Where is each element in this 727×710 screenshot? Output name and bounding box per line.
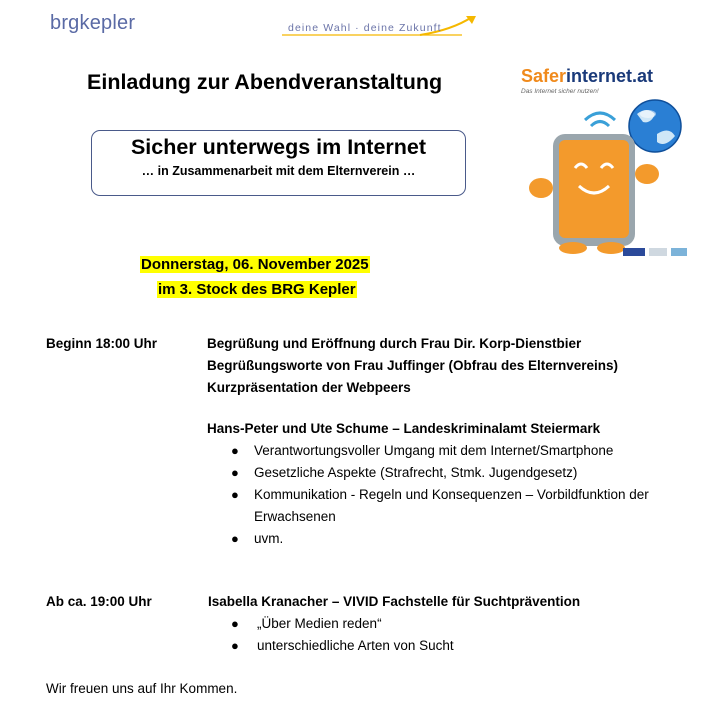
block1-time: Beginn 18:00 Uhr xyxy=(46,336,158,351)
tablet-mascot-illustration xyxy=(515,96,695,264)
block1-line: Begrüßungsworte von Frau Juffinger (Obfrau des Elternvereins) xyxy=(207,358,619,373)
block1-line: Kurzpräsentation der Webpeers xyxy=(207,380,411,395)
subtitle-heading: Sicher unterwegs im Internet xyxy=(130,135,427,159)
saferinternet-slogan: Das Internet sicher nutzen! xyxy=(521,88,599,95)
block2-time: Ab ca. 19:00 Uhr xyxy=(46,594,152,609)
list-item-continuation: Erwachsenen xyxy=(254,509,336,524)
list-item: „Über Medien reden“ xyxy=(257,616,382,631)
list-item: Gesetzliche Aspekte (Strafrecht, Stmk. Jugendgesetz) xyxy=(254,465,578,480)
block1-line: Begrüßung und Eröffnung durch Frau Dir. Korp-Dienstbier xyxy=(207,336,582,351)
list-item: unterschiedliche Arten von Sucht xyxy=(257,638,454,653)
subtitle-subline: … in Zusammenarbeit mit dem Elternverein … xyxy=(141,164,416,178)
closing-text: Wir freuen uns auf Ihr Kommen. xyxy=(46,681,238,696)
tagline: deine Wahl · deine Zukunft xyxy=(288,22,442,34)
saferinternet-logo: Saferinternet.at xyxy=(521,66,654,86)
list-item: Kommunikation - Regeln und Konsequenzen – Vorbildfunktion der xyxy=(254,487,649,502)
block2-speaker: Isabella Kranacher – VIVID Fachstelle für Suchtprävention xyxy=(208,594,581,609)
bullet-dot: ● xyxy=(231,616,239,631)
page-title: Einladung zur Abendveranstaltung xyxy=(87,70,443,94)
block1-speaker: Hans-Peter und Ute Schume – Landeskriminalamt Steiermark xyxy=(207,421,601,436)
brgkepler-logo: brgkepler xyxy=(50,12,136,34)
list-item: Verantwortungsvoller Umgang mit dem Internet/Smartphone xyxy=(254,443,614,458)
subtitle-box xyxy=(91,130,466,196)
bullet-dot: ● xyxy=(231,531,239,546)
event-location: im 3. Stock des BRG Kepler xyxy=(158,281,356,298)
bullet-dot: ● xyxy=(231,638,239,653)
bullet-dot: ● xyxy=(231,487,239,502)
bullet-dot: ● xyxy=(231,443,239,458)
list-item: uvm. xyxy=(254,531,284,546)
bullet-dot: ● xyxy=(231,465,239,480)
event-date: Donnerstag, 06. November 2025 xyxy=(141,256,369,273)
